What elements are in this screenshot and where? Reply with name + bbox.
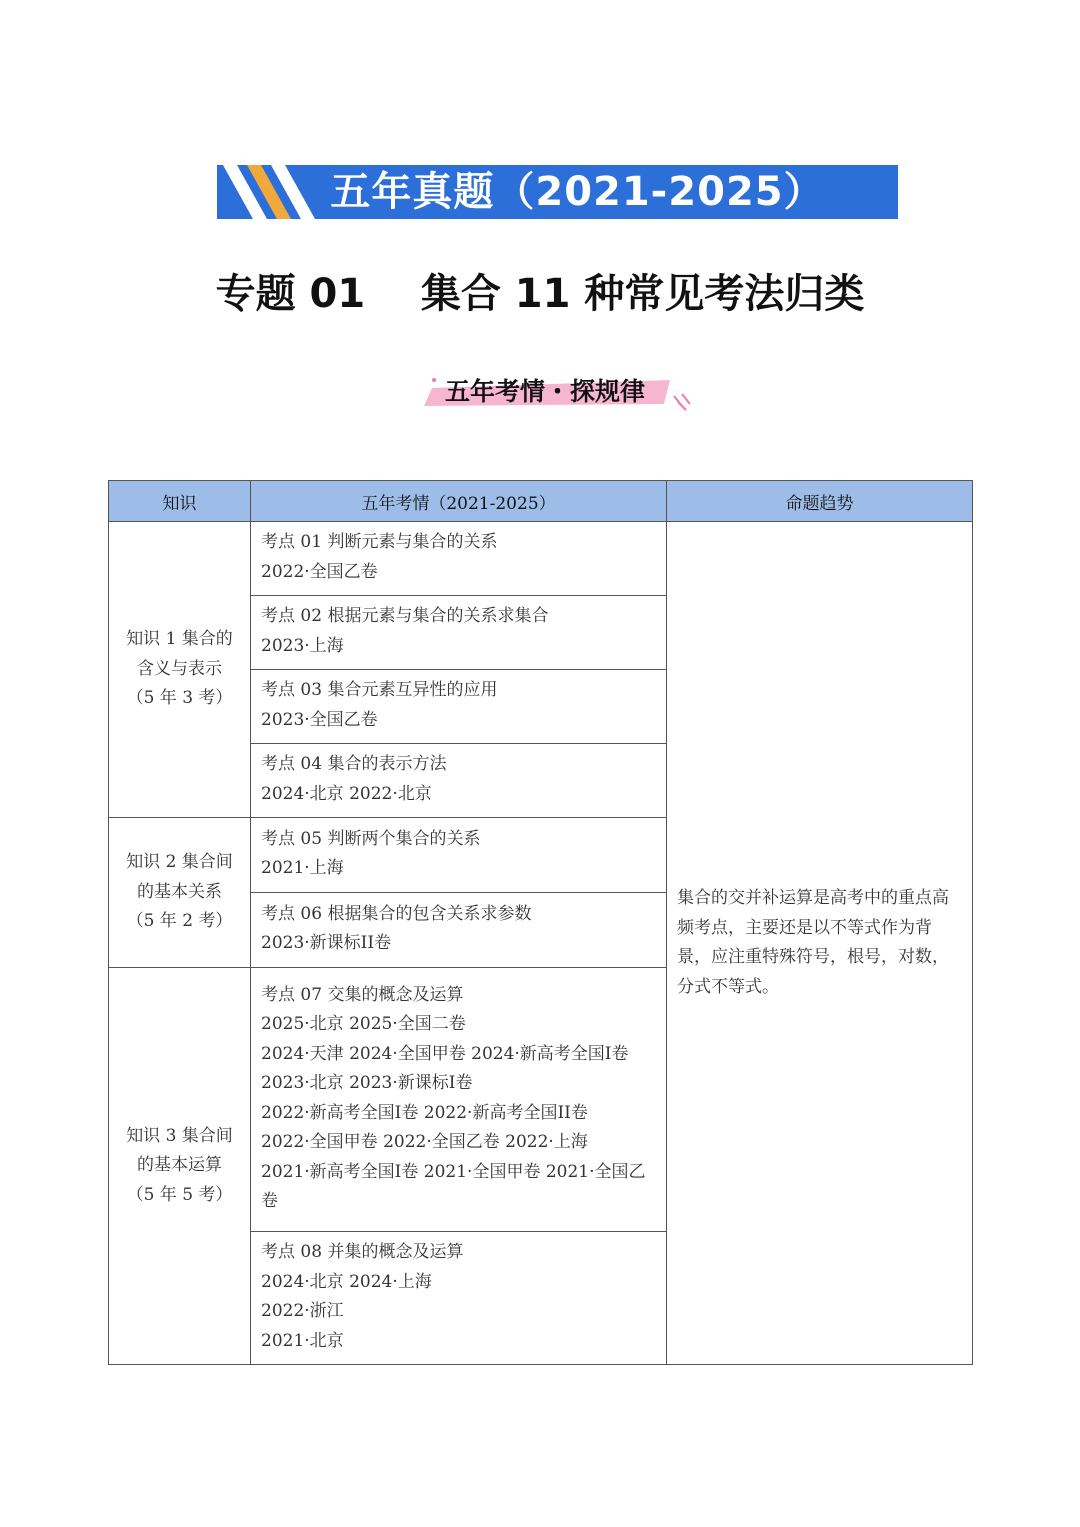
banner-title: 五年真题（2021-2025） bbox=[330, 169, 825, 215]
knowledge-text: 含义与表示 bbox=[137, 658, 222, 679]
exam-point-cell bbox=[251, 968, 667, 1232]
exam-point-title: 考点 05 判断两个集合的关系 bbox=[261, 828, 481, 849]
knowledge-cell-3 bbox=[109, 968, 251, 1365]
exam-point-title: 考点 04 集合的表示方法 bbox=[261, 754, 447, 774]
section-subtitle-badge bbox=[420, 366, 700, 412]
exam-point-cell bbox=[251, 818, 667, 893]
document-title: 专题 01 集合 11 种常见考法归类 bbox=[215, 271, 865, 317]
exam-point-cell bbox=[251, 1232, 667, 1365]
table-header-row bbox=[109, 481, 973, 522]
exam-point-years: 2023·北京 2023·新课标I卷 bbox=[261, 1073, 473, 1093]
knowledge-text: 知识 2 集合间 bbox=[126, 852, 233, 873]
exam-summary-table bbox=[108, 480, 973, 1365]
exam-point-years: 2023·全国乙卷 bbox=[261, 709, 378, 730]
header-exam-history: 五年考情（2021-2025） bbox=[251, 481, 667, 522]
exam-point-years: 2024·天津 2024·全国甲卷 2024·新高考全国I卷 bbox=[261, 1043, 629, 1064]
exam-point-years: 2023·上海 bbox=[261, 635, 344, 656]
exam-point-cell bbox=[251, 744, 667, 818]
exam-point-years: 2023·新课标II卷 bbox=[261, 933, 392, 953]
knowledge-text: 的基本关系 bbox=[137, 881, 222, 902]
exam-point-title: 考点 03 集合元素互异性的应用 bbox=[261, 680, 498, 700]
exam-point-years: 2022·浙江 bbox=[261, 1301, 344, 1321]
header-trend: 命题趋势 bbox=[667, 481, 973, 522]
knowledge-text: 知识 3 集合间 bbox=[126, 1125, 233, 1146]
knowledge-text: 知识 1 集合的 bbox=[126, 629, 233, 650]
knowledge-cell-2 bbox=[109, 818, 251, 968]
exam-point-years: 2024·北京 2024·上海 bbox=[261, 1271, 432, 1292]
exam-point-cell bbox=[251, 670, 667, 744]
exam-point-years: 2021·北京 bbox=[261, 1330, 344, 1351]
exam-point-years: 2022·新高考全国I卷 2022·新高考全国II卷 bbox=[261, 1102, 588, 1123]
exam-point-years: 2022·全国甲卷 2022·全国乙卷 2022·上海 bbox=[261, 1132, 588, 1152]
table-row bbox=[109, 522, 973, 596]
trend-text: 集合的交并补运算是高考中的重点高频考点，主要还是以不等式作为背景，应注重特殊符号，根号，对数，分式不等式。 bbox=[677, 888, 949, 997]
exam-point-years: 2025·北京 2025·全国二卷 bbox=[261, 1014, 466, 1034]
exam-point-years: 2021·上海 bbox=[261, 858, 344, 878]
knowledge-count: （5 年 5 考） bbox=[126, 1184, 233, 1205]
knowledge-text: 的基本运算 bbox=[137, 1155, 222, 1176]
exam-point-cell bbox=[251, 596, 667, 670]
exam-point-title: 考点 07 交集的概念及运算 bbox=[261, 984, 464, 1005]
exam-point-cell bbox=[251, 522, 667, 596]
exam-point-title: 考点 06 根据集合的包含关系求参数 bbox=[261, 903, 532, 924]
exam-point-title: 考点 02 根据元素与集合的关系求集合 bbox=[261, 606, 549, 626]
knowledge-count: （5 年 2 考） bbox=[126, 911, 233, 932]
section-subtitle: 五年考情・探规律 bbox=[444, 377, 645, 406]
exam-point-cell bbox=[251, 893, 667, 968]
exam-point-years: 2024·北京 2022·北京 bbox=[261, 783, 432, 804]
knowledge-cell-1 bbox=[109, 522, 251, 818]
exam-point-title: 考点 01 判断元素与集合的关系 bbox=[261, 532, 498, 552]
header-knowledge: 知识 bbox=[109, 481, 251, 522]
exam-point-title: 考点 08 并集的概念及运算 bbox=[261, 1242, 464, 1262]
header-banner bbox=[217, 165, 898, 219]
exam-point-years: 2022·全国乙卷 bbox=[261, 561, 378, 582]
trend-cell bbox=[667, 522, 973, 1365]
knowledge-count: （5 年 3 考） bbox=[126, 688, 233, 709]
exam-point-years: 2021·新高考全国I卷 2021·全国甲卷 2021·全国乙卷 bbox=[261, 1161, 646, 1211]
